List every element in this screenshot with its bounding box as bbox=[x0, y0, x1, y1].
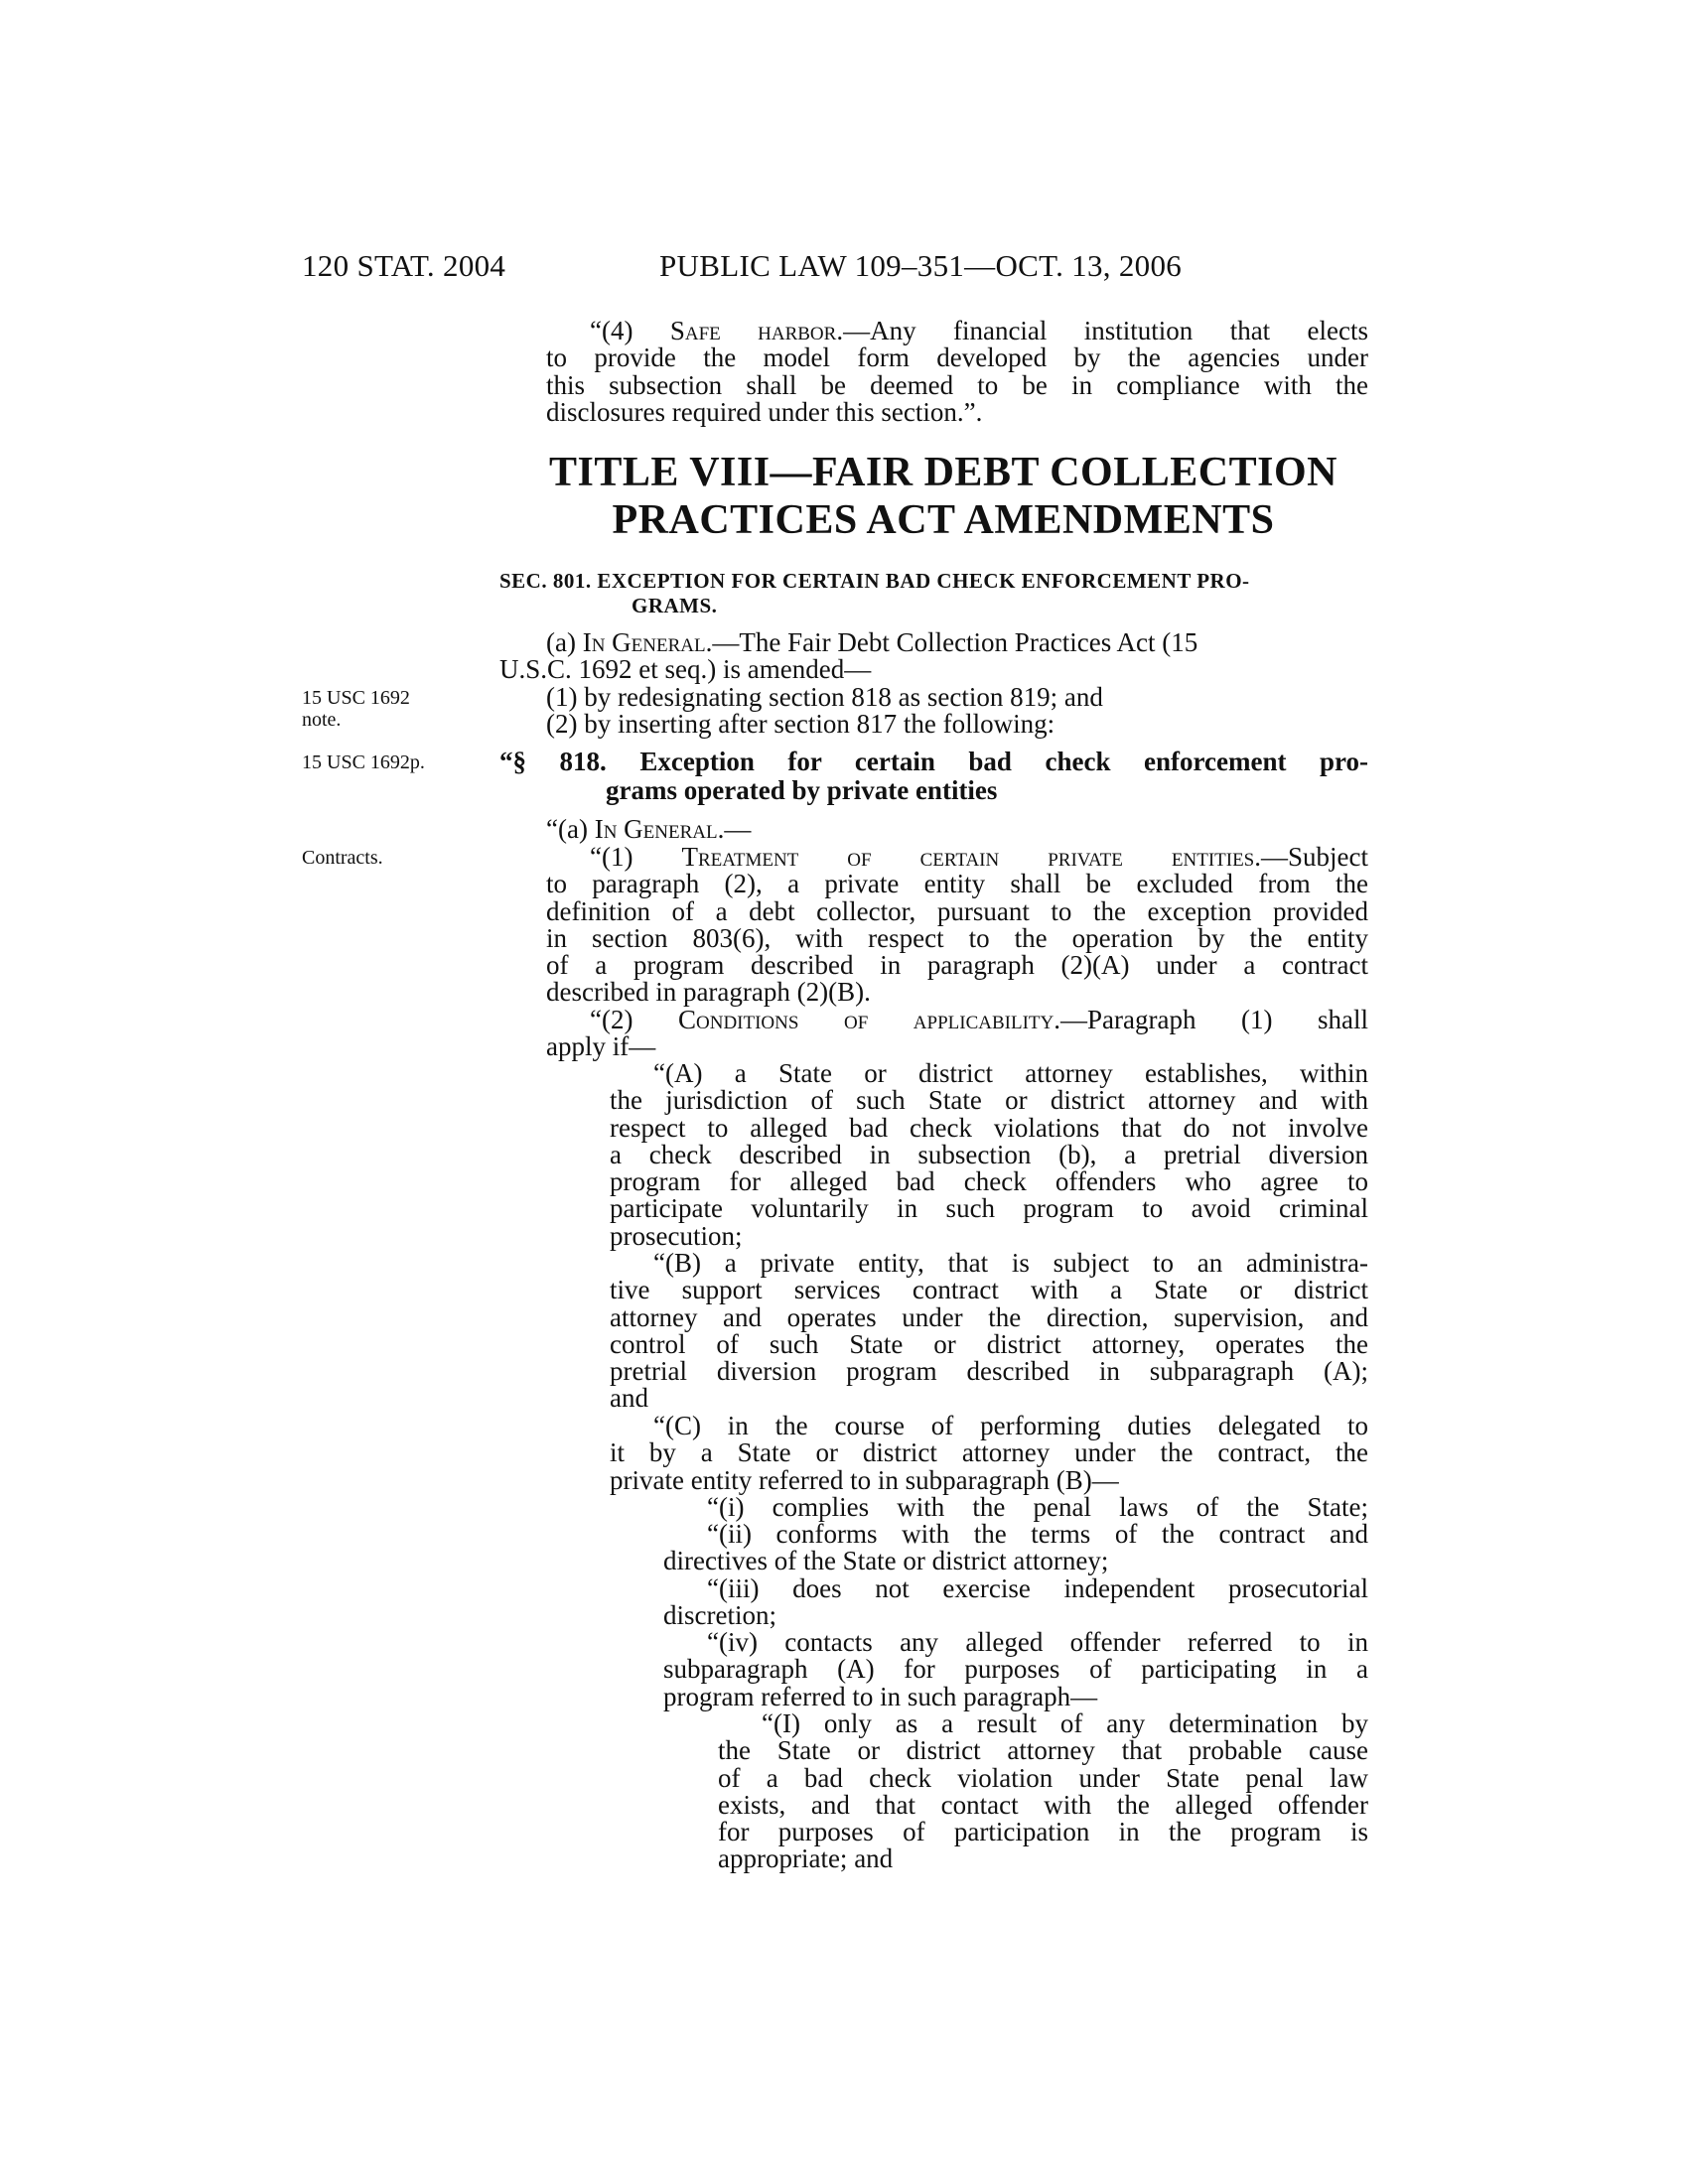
subparagraph-a: “(A) a State or district attorney establishes, within the jurisdiction of such State or district attorney and with respect to alleged bad check violations that do not involve a check described in subsection (b), a pretrial diversion program for alleged bad check offenders who agree to participate voluntarily in such program to avoid criminal prosecution; bbox=[610, 1058, 1368, 1251]
paragraph-2-conditions: “(2) Conditions of applicability.—Paragraph (1) shall apply if— bbox=[546, 1005, 1368, 1062]
safe-harbor-heading: Safe harbor. bbox=[669, 316, 844, 345]
public-law-header: PUBLIC LAW 109–351—OCT. 13, 2006 bbox=[659, 248, 1183, 283]
subparagraph-c: “(C) in the course of performing duties delegated to it by a State or district attorney under the contract, the private entity referred to in subparagraph (B)— bbox=[610, 1411, 1368, 1495]
subparagraph-b: “(B) a private entity, that is subject to an administra- tive support services contract with a State or district attorney and operates under the direction, supervision, and control of such State or district attorney, operates the pretrial diversion program described in subparagraph (A); and bbox=[610, 1248, 1368, 1414]
margin-note-15-usc-1692p: 15 USC 1692p. bbox=[302, 751, 425, 773]
in-general-heading: In General. bbox=[582, 627, 713, 657]
clause-i: “(i) complies with the penal laws of the State; bbox=[707, 1492, 1368, 1522]
clause-iii: “(iii) does not exercise independent prosecutorial discretion; bbox=[663, 1573, 1368, 1631]
margin-note-contracts: Contracts. bbox=[302, 847, 383, 869]
title-heading: TITLE VIII—FAIR DEBT COLLECTION PRACTICES ACT AMENDMENTS bbox=[549, 450, 1337, 543]
safe-harbor-paragraph: “(4) Safe harbor.—Any financial institution that elects to provide the model form developed by the agencies under this subsection shall be deemed to be in compliance with the disclosures required under this section.”. bbox=[546, 316, 1369, 427]
conditions-heading: Conditions of applicability. bbox=[678, 1005, 1060, 1034]
section-818-subsection-a: “(a) In General.— bbox=[546, 814, 752, 844]
clause-iv: “(iv) contacts any alleged offender referred to in subparagraph (A) for purposes of participating in a program referred to in such paragraph— bbox=[663, 1627, 1368, 1711]
section-818-heading: “§ 818. Exception for certain bad check enforcement pro- grams operated by private entities bbox=[499, 747, 1368, 805]
paragraph-1-treatment: “(1) Treatment of certain private entities.—Subject to paragraph (2), a private entity shall be excluded from the definition of a debt collector, pursuant to the exception provided in section 803(6), with respect to the operation by the entity of a program described in paragraph (2)(A) under a contract described in paragraph (2)(B). bbox=[546, 842, 1368, 1008]
margin-note-15-usc-1692-note: 15 USC 1692 note. bbox=[302, 687, 410, 731]
section-801-heading: SEC. 801. EXCEPTION FOR CERTAIN BAD CHECK ENFORCEMENT PRO- GRAMS. bbox=[499, 569, 1250, 617]
treatment-heading: Treatment of certain private entities. bbox=[681, 842, 1261, 872]
clause-ii: “(ii) conforms with the terms of the contract and directives of the State or district attorney; bbox=[663, 1519, 1368, 1576]
subsection-a-in-general: (a) In General.—The Fair Debt Collection Practices Act (15 U.S.C. 1692 et seq.) is amended— (1) by redesignating section 818 as section 819; and (2) by inserting after section 817 the following: bbox=[499, 627, 1198, 739]
statute-page-reference: 120 STAT. 2004 bbox=[302, 248, 506, 283]
subclause-I: “(I) only as a result of any determination by the State or district attorney that probable cause of a bad check violation under State penal law exists, and that contact with the alleged offender for purposes of participation in the program is appropriate; and bbox=[718, 1708, 1368, 1874]
